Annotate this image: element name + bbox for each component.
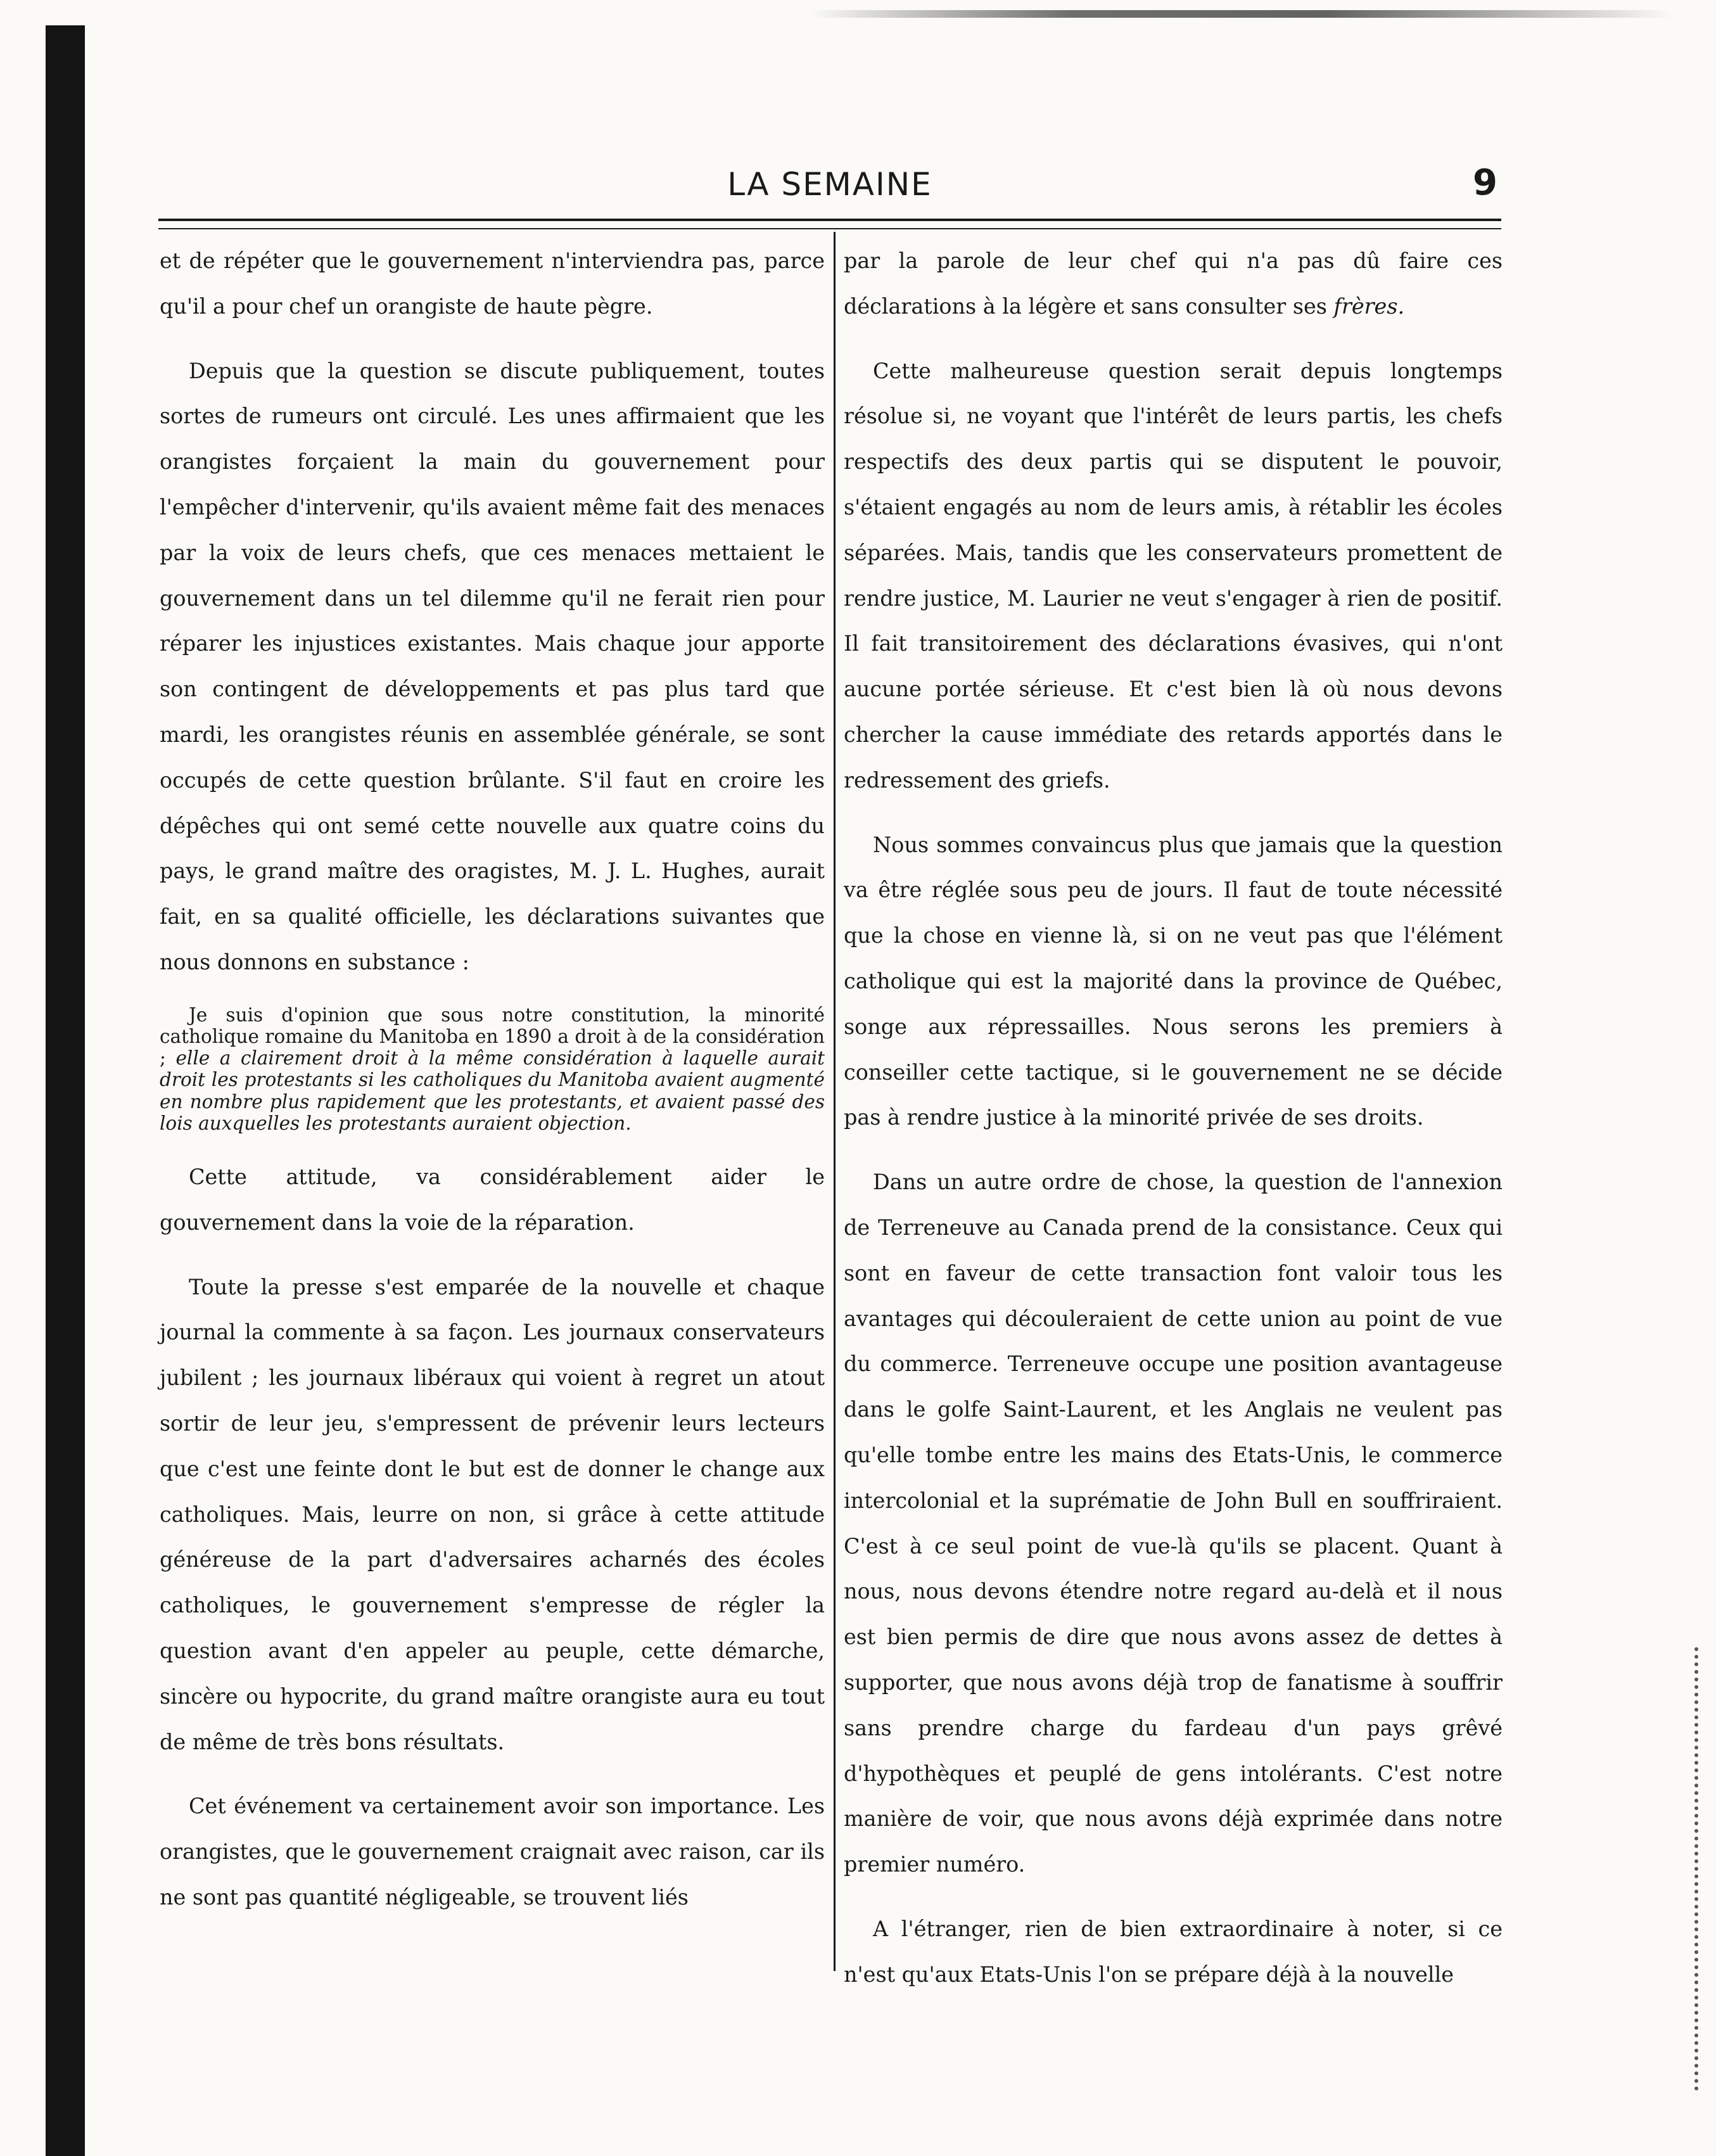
- scan-binding-edge: [46, 25, 85, 2156]
- right-paragraph-4: Dans un autre ordre de chose, la question de l'annexion de Terreneuve au Canada prend de la consistance. Ceux qui sont en faveur de cette transaction font valoir tous les avantages qui découleraient de cette union au point de vue du commerce. Terreneuve occupe une position avantageuse dans le golfe Saint-Laurent, et les Anglais ne veulent pas qu'elle tombe entre les mains des Etats-Unis, le commerce intercolonial et la suprématie de John Bull en souffriraient. C'est à ce seul point de vue-là qu'ils se placent. Quant à nous, nous devons étendre notre regard au-delà et il nous est bien permis de dire que nous avons assez de dettes à supporter, que nous avons déjà trop de fanatisme à souffrir sans prendre charge du fardeau d'un pays grêvé d'hypothèques et peuplé de gens intolérants. C'est notre manière de voir, que nous avons déjà exprimée dans notre premier numéro.: [844, 1170, 1503, 1877]
- quote-plain-text: Je suis d'opinion que sous notre constitution, la minorité catholique romaine du Manitoba en 1890 a droit à de la considération ;: [160, 1004, 825, 1069]
- right-p1-italic: frères.: [1333, 293, 1405, 319]
- page-number: 9: [1473, 162, 1497, 203]
- right-paragraph-1: [844, 238, 1503, 329]
- scan-right-edge-noise: [1694, 1647, 1703, 2091]
- header-rule-thick: [158, 219, 1501, 221]
- right-paragraph-5: A l'étranger, rien de bien extraordinaire à noter, si ce n'est qu'aux Etats-Unis l'on se prépare déjà à la nouvelle: [844, 1916, 1503, 1987]
- page-title: LA SEMAINE: [727, 166, 932, 203]
- right-paragraph-2: Cette malheureuse question serait depuis longtemps résolue si, ne voyant que l'intérêt de leurs partis, les chefs respectifs des deux partis qui se disputent le pouvoir, s'étaient engagés au nom de leurs amis, à rétablir les écoles séparées. Mais, tandis que les conservateurs promettent de rendre justice, M. Laurier ne veut s'engager à rien de positif. Il fait transitoirement des déclarations évasives, qui n'ont aucune portée sérieuse. Et c'est bien là où nous devons chercher la cause immédiate des retards apportés dans le redressement des griefs.: [844, 358, 1503, 793]
- left-paragraph-4: Toute la presse s'est emparée de la nouvelle et chaque journal la commente à sa façon. Les journaux conservateurs jubilent ; les journaux libéraux qui voient à regret un atout sortir de leur jeu, s'empressent de prévenir leurs lecteurs que c'est une feinte dont le but est de donner le change aux catholiques. Mais, leurre on non, si grâce à cette attitude généreuse de la part d'adversaires acharnés des écoles catholiques, le gouvernement s'empresse de régler la question avant d'en appeler au peuple, cette démarche, sincère ou hypocrite, du grand maître orangiste aura eu tout de même de très bons résultats.: [160, 1274, 825, 1754]
- scan-top-smudge: [811, 10, 1672, 18]
- left-paragraph-5: Cet événement va certainement avoir son importance. Les orangistes, que le gouvernement craignait avec raison, car ils ne sont pas quantité négligeable, se trouvent liés: [160, 1794, 825, 1910]
- header-rule-thin: [158, 228, 1501, 229]
- column-divider: [834, 232, 836, 1971]
- page-header: [158, 162, 1501, 207]
- left-paragraph-3: Cette attitude, va considérablement aider le gouvernement dans la voie de la réparation.: [160, 1164, 825, 1235]
- right-p1-plain: par la parole de leur chef qui n'a pas dû faire ces déclarations à la légère et sans consulter ses: [844, 248, 1503, 319]
- block-quote: [160, 1004, 825, 1134]
- left-column: [160, 238, 825, 1939]
- right-paragraph-3: Nous sommes convaincus plus que jamais que la question va être réglée sous peu de jours. Il faut de toute nécessité que la chose en vienne là, si on ne veut pas que l'élément catholique qui est la majorité dans la province de Québec, songe aux répressailles. Nous serons les premiers à conseiller cette tactique, si le gouvernement ne se décide pas à rendre justice à la minorité privée de ses droits.: [844, 832, 1503, 1130]
- quote-italic-text: elle a clairement droit à la même considération à laquelle aurait droit les protestants si les catholiques du Manitoba avaient augmenté en nombre plus rapidement que les protestants, et avaient passé des lois auxquelles les protestants auraient objection.: [160, 1047, 825, 1134]
- left-paragraph-2: Depuis que la question se discute publiquement, toutes sortes de rumeurs ont circulé. Les unes affirmaient que les orangistes forçaient la main du gouvernement pour l'empêcher d'intervenir, qu'ils avaient même fait des menaces par la voix de leurs chefs, que ces menaces mettaient le gouvernement dans un tel dilemme qu'il ne ferait rien pour réparer les injustices existantes. Mais chaque jour apporte son contingent de développements et pas plus tard que mardi, les orangistes réunis en assemblée générale, se sont occupés de cette question brûlante. S'il faut en croire les dépêches qui ont semé cette nouvelle aux quatre coins du pays, le grand maître des oragistes, M. J. L. Hughes, aurait fait, en sa qualité officielle, les déclarations suivantes que nous donnons en substance :: [160, 358, 825, 974]
- right-column: [844, 238, 1503, 2016]
- left-paragraph-1: et de répéter que le gouvernement n'interviendra pas, parce qu'il a pour chef un orangiste de haute pègre.: [160, 248, 825, 319]
